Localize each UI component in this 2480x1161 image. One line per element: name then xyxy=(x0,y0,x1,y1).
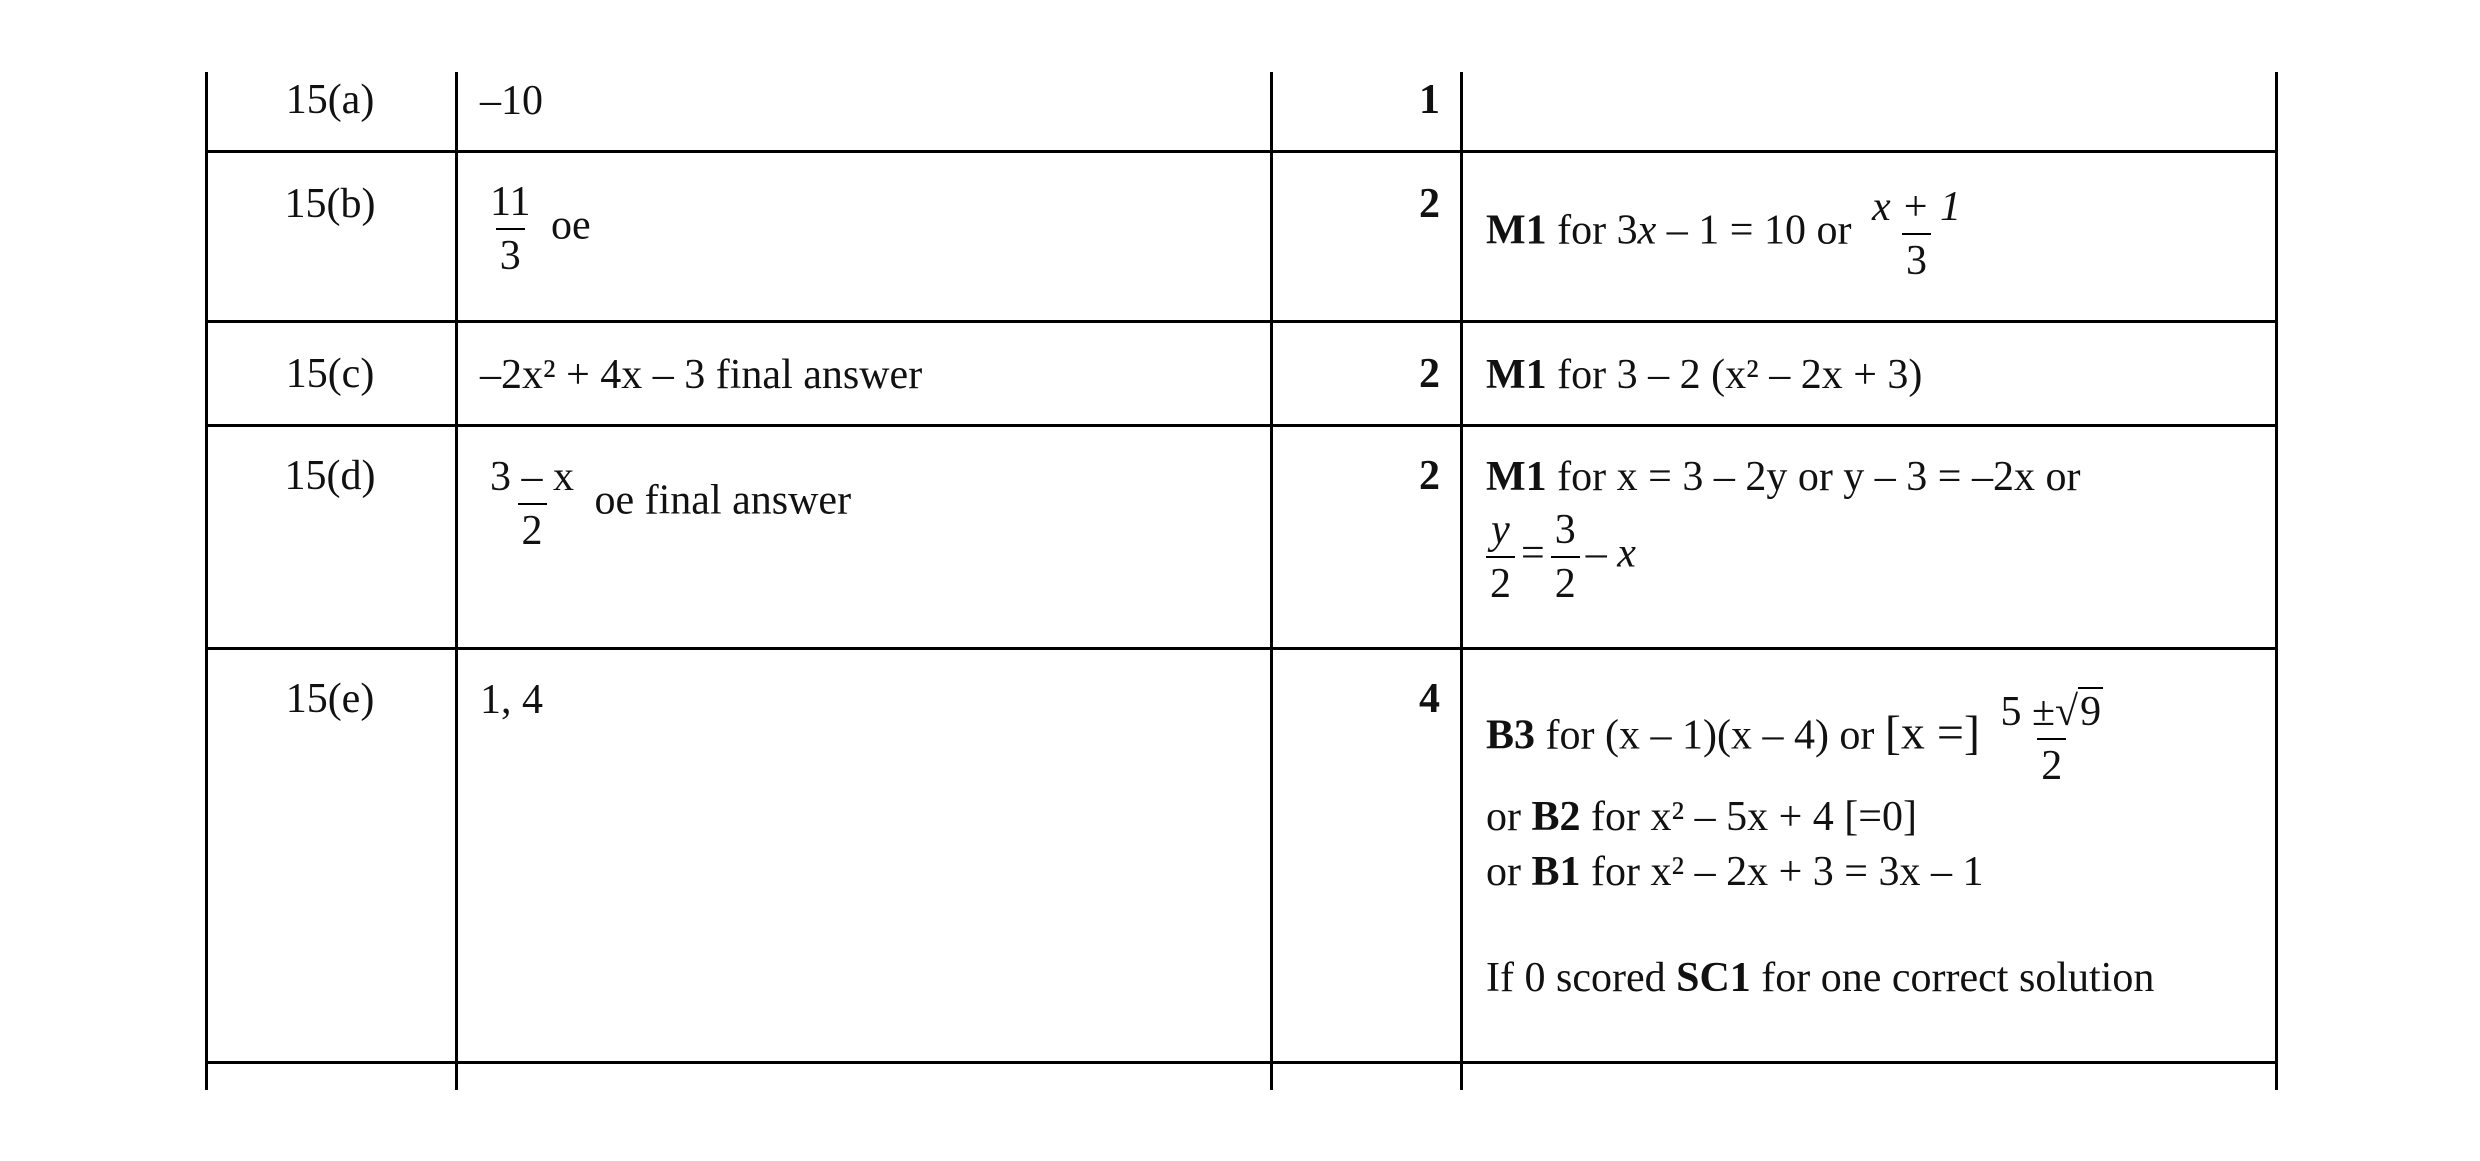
fraction-numerator: y xyxy=(1491,507,1510,554)
marks: 4 xyxy=(1419,676,1440,722)
question-number: 15(b) xyxy=(284,181,376,227)
answer: –2x² + 4x – 3 final answer xyxy=(480,352,923,398)
guidance-text: for x² – 5x + 4 [=0] xyxy=(1591,794,1917,841)
table-border-marks xyxy=(1460,72,1463,1090)
fraction-denominator: 3 xyxy=(1902,233,1931,283)
guidance-text: If 0 scored xyxy=(1486,954,1666,1001)
question-number: 15(c) xyxy=(285,351,375,397)
fraction xyxy=(486,455,578,553)
guidance xyxy=(1486,690,2154,1003)
guidance-text: for one correct solution xyxy=(1761,954,2155,1001)
answer: 1, 4 xyxy=(480,677,543,723)
table-border-right xyxy=(2275,72,2278,1090)
answer-suffix: oe final answer xyxy=(594,477,852,524)
guidance-text: for x² – 2x + 3 = 3x – 1 xyxy=(1591,848,1984,895)
mark-code: M1 xyxy=(1486,207,1547,254)
equals-sign: = xyxy=(1521,531,1545,578)
marks: 2 xyxy=(1419,351,1440,397)
answer-suffix: oe xyxy=(550,202,591,249)
guidance-text: for 3 xyxy=(1557,207,1638,254)
row-divider xyxy=(205,647,2278,650)
guidance-text: for 3 – 2 (x² – 2x + 3) xyxy=(1557,352,1923,398)
fraction-denominator: 2 xyxy=(518,503,547,553)
fraction xyxy=(1996,690,2107,788)
mark-code: B3 xyxy=(1486,712,1536,759)
mark-code: M1 xyxy=(1486,352,1547,398)
mark-code: M1 xyxy=(1486,454,1547,500)
marks: 2 xyxy=(1419,453,1440,499)
fraction xyxy=(1551,508,1580,606)
fraction-numerator: 3 – x xyxy=(490,454,574,500)
answer: –10 xyxy=(480,78,543,124)
guidance-text: [x =] xyxy=(1884,706,1980,760)
table-border-answer xyxy=(1270,72,1273,1090)
mark-code: SC1 xyxy=(1676,954,1751,1001)
row-divider xyxy=(205,320,2278,323)
answer xyxy=(480,180,591,278)
row-divider xyxy=(205,150,2278,153)
marks: 1 xyxy=(1419,77,1440,123)
guidance-text: or xyxy=(1486,848,1521,895)
guidance-text: – 1 = 10 or xyxy=(1656,207,1852,254)
answer xyxy=(480,455,851,553)
row-divider xyxy=(205,1061,2278,1064)
square-root: √9 xyxy=(2055,689,2102,735)
fraction xyxy=(486,180,534,278)
guidance-text: for x = 3 – 2y or y – 3 = –2x or xyxy=(1557,454,2081,500)
guidance xyxy=(1486,185,1971,283)
fraction-numerator: 3 xyxy=(1554,507,1576,554)
fraction-denominator: 2 xyxy=(2037,738,2066,788)
fraction-numerator: x + 1 xyxy=(1871,184,1961,230)
marks: 2 xyxy=(1419,181,1440,227)
mark-code: B2 xyxy=(1531,794,1581,841)
question-number: 15(d) xyxy=(284,453,376,499)
fraction xyxy=(1868,185,1965,283)
fraction-denominator: 2 xyxy=(1551,556,1580,606)
guidance xyxy=(1486,350,1922,400)
radicand: 9 xyxy=(2080,689,2102,735)
guidance-text: or xyxy=(1486,794,1521,841)
guidance-text: for (x – 1)(x – 4) or xyxy=(1545,712,1875,759)
row-divider xyxy=(205,424,2278,427)
fraction-denominator: 2 xyxy=(1486,556,1515,606)
guidance xyxy=(1486,452,2080,607)
fraction xyxy=(1486,508,1515,606)
mark-code: B1 xyxy=(1531,848,1581,895)
question-number: 15(a) xyxy=(285,77,375,123)
fraction-numerator: 11 xyxy=(490,179,531,225)
fraction-numerator xyxy=(1996,690,2107,738)
table-border-question xyxy=(455,72,458,1090)
numerator-prefix: 5 ± xyxy=(2000,689,2056,735)
question-number: 15(e) xyxy=(285,676,375,722)
fraction-denominator: 3 xyxy=(496,228,525,278)
guidance-text: – x xyxy=(1585,531,1636,578)
guidance-variable: x xyxy=(1637,207,1657,254)
